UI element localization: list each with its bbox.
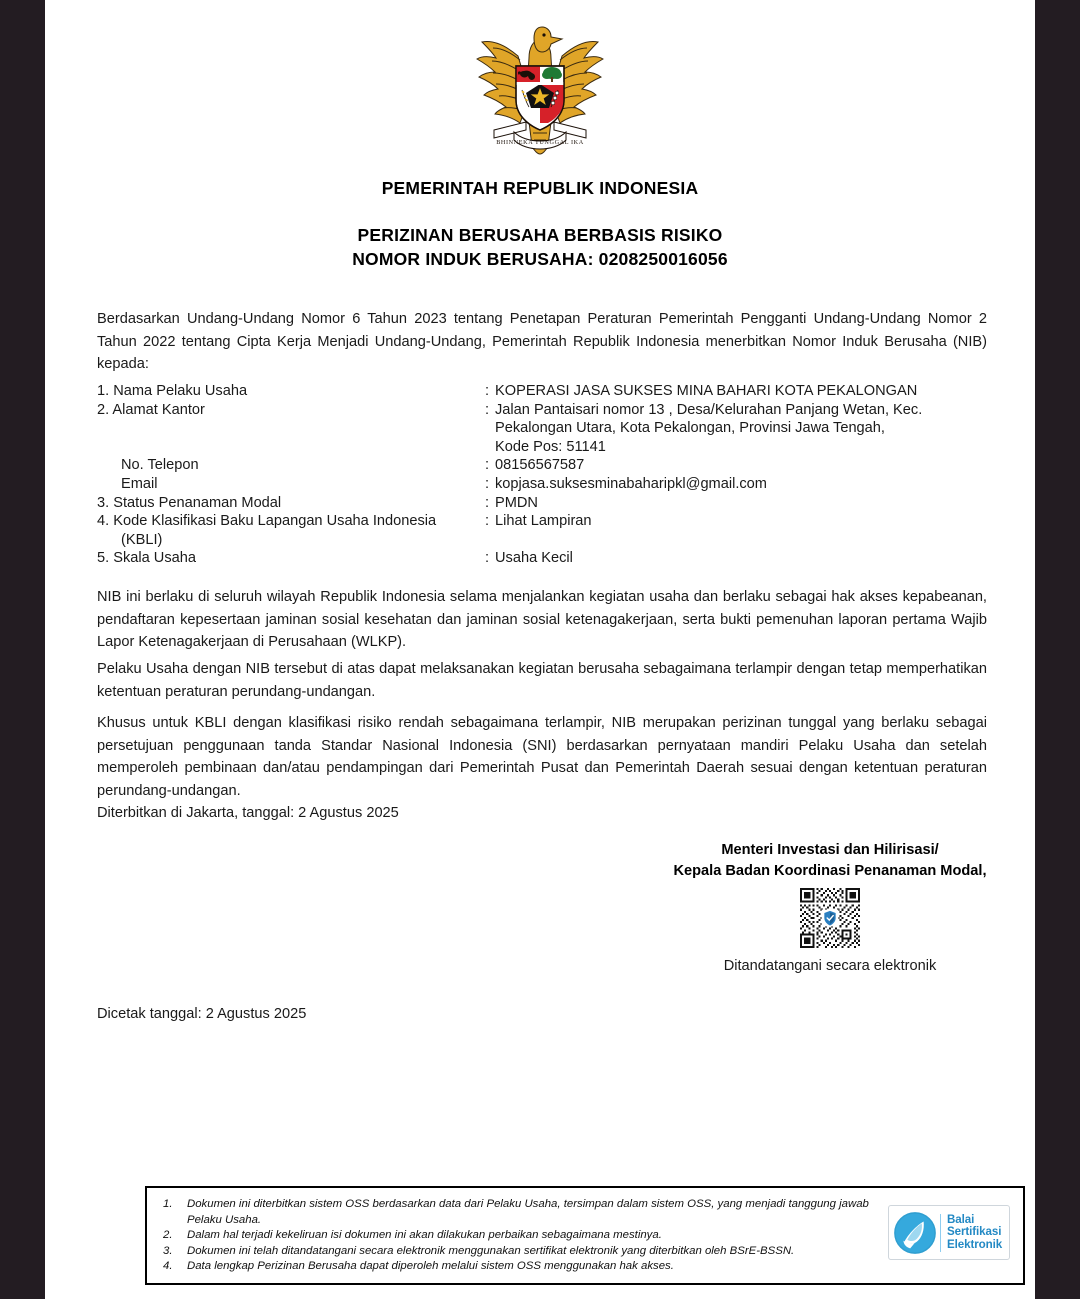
detail-field-label: 2. Alamat Kantor (97, 401, 205, 418)
detail-field-label: Email (121, 475, 158, 492)
detail-field-colon: : (485, 494, 490, 511)
footer-note-item (157, 1244, 897, 1260)
paragraph-sni: Khusus untuk KBLI dengan klasifikasi risiko rendah sebagaimana terlampir, NIB merupakan perizinan tunggal yang berlaku sebagai persetujuan penggunaan tanda Standar Nasional Indonesia (SNI) berdasarkan pernyataan mandiri Pelaku Usaha dan setelah memperoleh pembinaan dan/atau pendampingan dari Pemerintah Pusat dan Pemerintah Daerah sesuai dengan ketentuan peraturan perundang-undangan. (97, 715, 987, 799)
detail-field-label (97, 419, 485, 438)
document-page (45, 0, 1035, 1299)
detail-field-row (97, 512, 987, 531)
bsre-logo (888, 1205, 1010, 1260)
detail-field-label: (KBLI) (121, 531, 163, 548)
detail-field-row (97, 401, 987, 420)
bsre-seal-icon (822, 910, 839, 927)
garuda-pancasila-emblem (474, 18, 606, 158)
signature-block (605, 840, 1055, 974)
emblem-container (45, 18, 1035, 158)
detail-field-value: kopjasa.suksesminabaharipkl@gmail.com (495, 475, 767, 492)
paragraph-activities: Pelaku Usaha dengan NIB tersebut di atas dapat melaksanakan kegiatan berusaha sebagaimana terlampir dengan tetap memperhatikan ketentuan peraturan perundang-undangan. (97, 661, 987, 700)
footer-notes-list (157, 1197, 897, 1275)
intro-paragraph: Berdasarkan Undang-Undang Nomor 6 Tahun 2023 tentang Penetapan Peraturan Pemerintah Pengganti Undang-Undang Nomor 2 Tahun 2022 tentang Cipta Kerja Menjadi Undang-Undang, Pemerintah Republik Indonesia menerbitkan Nomor Induk Berusaha (NIB) kepada: (97, 311, 987, 372)
signatory-title-line1: Menteri Investasi dan Hilirisasi/ (721, 842, 939, 858)
qr-code-container (792, 888, 868, 948)
electronic-signature-note: Ditandatangani secara elektronik (723, 958, 937, 974)
footer-note-number: 3. (163, 1244, 173, 1257)
detail-field-label: 3. Status Penanaman Modal (97, 494, 282, 511)
bsre-logo-text (947, 1214, 1002, 1252)
detail-field-colon (485, 531, 495, 550)
footer-note-number: 4. (163, 1260, 173, 1273)
detail-field-label: 5. Skala Usaha (97, 550, 196, 567)
detail-field-value: KOPERASI JASA SUKSES MINA BAHARI KOTA PEKALONGAN (495, 383, 918, 399)
footer-note-text: Dokumen ini diterbitkan sistem OSS berdasarkan data dari Pelaku Usaha, tersimpan dalam sistem OSS, yang menjadi tanggung jawab Pelaku Usaha. (187, 1198, 869, 1226)
detail-field-value: PMDN (495, 494, 538, 511)
footer-note-text: Data lengkap Perizinan Berusaha dapat diperoleh melalui sistem OSS menggunakan hak akses. (187, 1260, 674, 1273)
detail-field-colon (485, 419, 495, 438)
detail-field-label: 4. Kode Klasifikasi Baku Lapangan Usaha Indonesia (97, 513, 437, 530)
paragraph-validity: NIB ini berlaku di seluruh wilayah Republik Indonesia selama menjalankan kegiatan usaha dan berlaku sebagai hak akses kepabeanan, pendaftaran kepesertaan jaminan sosial kesehatan dan jaminan sosial ketenagakerjaan, serta bukti pemenuhan laporan pertama Wajib Lapor Ketenagakerjaan di Perusahaan (WLKP). (97, 589, 987, 650)
detail-field-row (97, 494, 987, 513)
detail-field-row (97, 456, 987, 475)
detail-field-value: 08156567587 (495, 457, 585, 474)
detail-field-row (97, 549, 987, 568)
footer-note-text: Dalam hal terjadi kekeliruan isi dokumen ini akan dilakukan perbaikan sebagaimana mestinya. (187, 1229, 662, 1242)
bsre-circle-icon (892, 1210, 938, 1256)
printed-date: Dicetak tanggal: 2 Agustus 2025 (97, 1006, 307, 1022)
footer-note-item (157, 1259, 897, 1275)
detail-field-row (97, 438, 987, 457)
detail-field-row (97, 419, 987, 438)
issued-date: Diterbitkan di Jakarta, tanggal: 2 Agustus 2025 (97, 805, 399, 821)
signatory-title-line2: Kepala Badan Koordinasi Penanaman Modal, (673, 863, 987, 879)
detail-field-value: Lihat Lampiran (495, 513, 592, 530)
business-detail-fields (97, 382, 987, 568)
detail-field-colon: : (485, 383, 490, 399)
bsre-text-line3: Elektronik (947, 1237, 1003, 1251)
detail-field-label (97, 438, 485, 457)
bsre-text-line2: Sertifikasi (947, 1225, 1002, 1239)
detail-field-row (97, 475, 987, 494)
detail-field-value: Pekalongan Utara, Kota Pekalongan, Provinsi Jawa Tengah, (495, 420, 885, 437)
detail-field-row (97, 531, 987, 550)
detail-field-value: Jalan Pantaisari nomor 13 , Desa/Kelurahan Panjang Wetan, Kec. (495, 401, 923, 418)
detail-field-colon: : (485, 457, 490, 474)
bsre-text-line1: Balai (947, 1212, 975, 1226)
detail-field-label: No. Telepon (121, 457, 199, 474)
footer-note-number: 1. (163, 1198, 173, 1210)
footer-note-text: Dokumen ini telah ditandatangani secara elektronik menggunakan sertifikat elektronik yang diterbitkan oleh BSrE-BSSN. (187, 1244, 795, 1257)
footer-notes-box (145, 1186, 1025, 1285)
detail-field-colon: : (485, 513, 490, 530)
detail-field-value: Kode Pos: 51141 (495, 438, 606, 455)
footer-note-item (157, 1197, 897, 1228)
detail-field-value (495, 531, 987, 550)
detail-field-label: 1. Nama Pelaku Usaha (97, 383, 248, 399)
footer-note-item (157, 1228, 897, 1244)
detail-field-value: Usaha Kecil (495, 550, 573, 567)
detail-field-colon (485, 438, 495, 457)
svg-text:BHINNEKA TUNGGAL IKA: BHINNEKA TUNGGAL IKA (496, 139, 584, 146)
detail-field-colon: : (485, 401, 490, 418)
footer-note-number: 2. (163, 1229, 173, 1242)
nib-number-line: NOMOR INDUK BERUSAHA: 0208250016056 (352, 249, 728, 269)
detail-field-row (97, 382, 987, 401)
page-title-government: PEMERINTAH REPUBLIK INDONESIA (381, 178, 699, 198)
license-title-line1: PERIZINAN BERUSAHA BERBASIS RISIKO (357, 225, 723, 245)
bsre-divider (940, 1214, 941, 1252)
detail-field-colon: : (485, 475, 490, 492)
detail-field-colon: : (485, 550, 490, 567)
page-title-license (45, 223, 1035, 271)
